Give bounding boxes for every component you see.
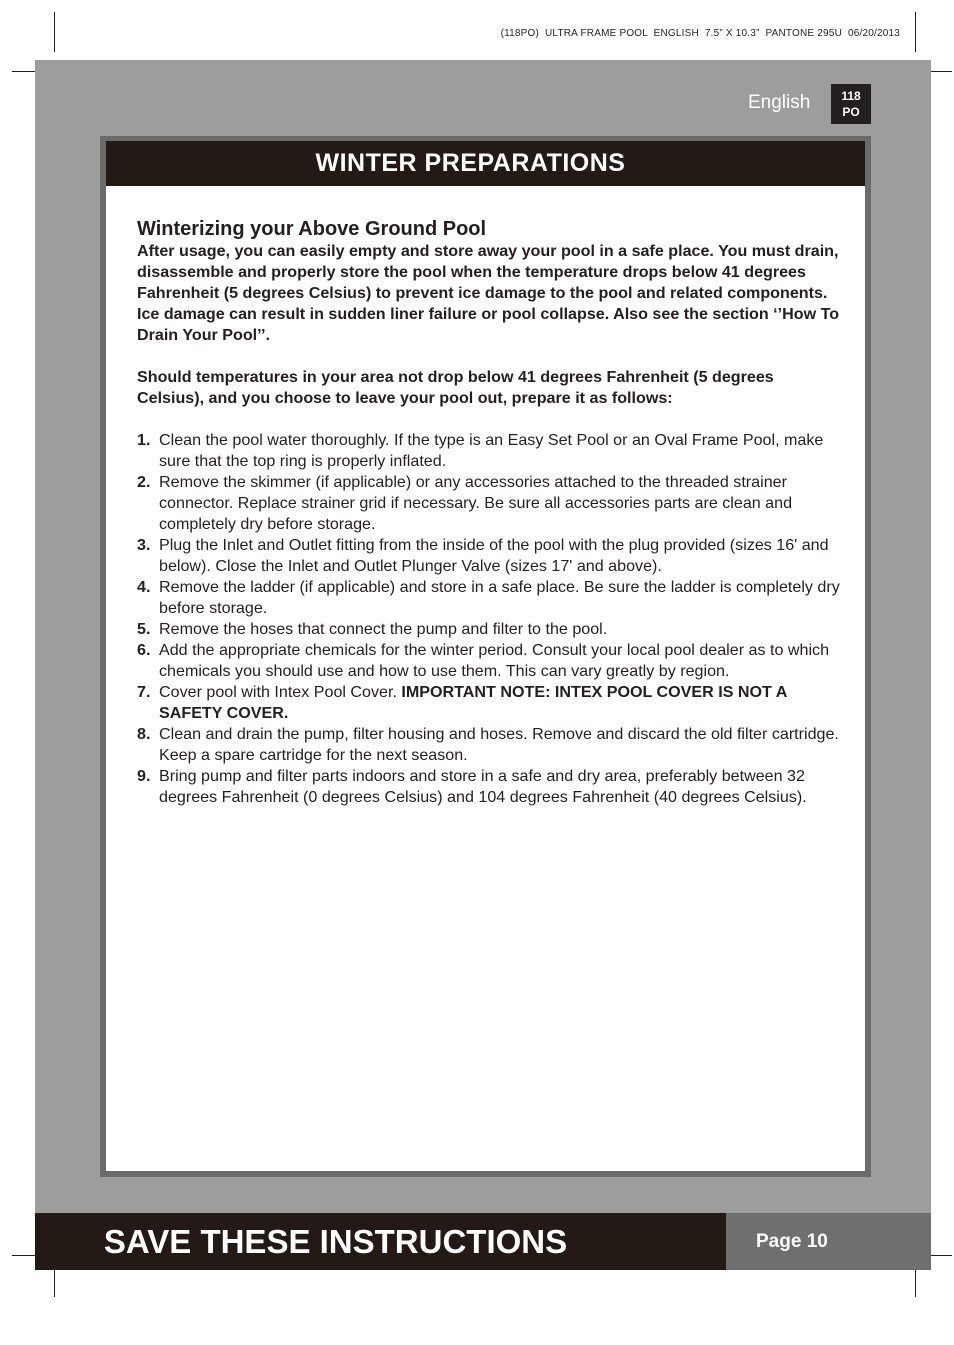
print-slug: (118PO) ULTRA FRAME POOL ENGLISH 7.5” X 10.3” PANTONE 295U 06/20/2013 — [500, 28, 900, 39]
condition-paragraph: Should temperatures in your area not drop below 41 degrees Fahrenheit (5 degrees Celsius), and you choose to leave your pool out, prepare it as follows: — [137, 368, 774, 407]
step-text: Remove the skimmer (if applicable) or any accessories attached to the threaded strainer connector. Replace strainer grid if necessary. Be sure all accessories parts are clean and completely dry before storage. — [159, 473, 793, 533]
step-number: 5. — [137, 620, 151, 638]
crop-mark — [54, 12, 55, 52]
step-text: Plug the Inlet and Outlet fitting from the inside of the pool with the plug provided (sizes 16' and below). Close the Inlet and Outlet Plunger Valve (sizes 17' and above). — [159, 536, 829, 575]
list-item — [137, 640, 843, 682]
step-number: 4. — [137, 578, 151, 596]
code-badge-line2: PO — [842, 105, 860, 119]
crop-mark — [915, 12, 916, 52]
intro-paragraph: After usage, you can easily empty and store away your pool in a safe place. You must drain, disassemble and properly store the pool when the temperature drops below 41 degrees Fahrenheit (5 degrees Celsius) to prevent ice damage to the pool and related components. Ice damage can result in sudden liner failure or pool collapse. Also see the section ‘’How To Drain Your Pool’’. — [137, 242, 840, 344]
safety-warning: IMPORTANT NOTE: INTEX POOL COVER IS NOT A SAFETY COVER. — [159, 683, 787, 722]
step-text: Cover pool with Intex Pool Cover. — [159, 683, 402, 701]
code-badge-line1: 118 — [841, 89, 861, 103]
step-number: 3. — [137, 536, 151, 554]
step-text: Bring pump and filter parts indoors and store in a safe and dry area, preferably between 32 degrees Fahrenheit (0 degrees Celsius) and 104 degrees Fahrenheit (40 degrees Celsius). — [159, 767, 807, 806]
list-item — [137, 472, 843, 535]
step-number: 1. — [137, 431, 151, 449]
winterizing-steps — [137, 430, 843, 808]
save-instructions-text: SAVE THESE INSTRUCTIONS — [103, 1222, 568, 1260]
step-text: Clean the pool water thoroughly. If the type is an Easy Set Pool or an Oval Frame Pool, make sure that the top ring is properly inflated. — [159, 431, 824, 470]
step-number: 7. — [137, 683, 151, 701]
content-body — [137, 218, 843, 808]
step-text: Add the appropriate chemicals for the winter period. Consult your local pool dealer as to which chemicals you should use and how to use them. This can vary greatly by region. — [159, 641, 830, 680]
step-text: Remove the ladder (if applicable) and store in a safe place. Be sure the ladder is completely dry before storage. — [159, 578, 840, 617]
list-item — [137, 766, 843, 808]
step-text: Remove the hoses that connect the pump and filter to the pool. — [159, 620, 608, 638]
page-number-box — [726, 1213, 931, 1270]
step-number: 6. — [137, 641, 151, 659]
list-item — [137, 430, 843, 472]
page-number: Page 10 — [756, 1230, 828, 1252]
section-header — [106, 141, 865, 186]
footer-banner — [35, 1213, 726, 1270]
section-title: WINTER PREPARATIONS — [315, 149, 626, 177]
list-item — [137, 682, 843, 724]
list-item — [137, 535, 843, 577]
language-label: English — [748, 92, 811, 113]
list-item — [137, 577, 843, 619]
step-text: Clean and drain the pump, filter housing and hoses. Remove and discard the old filter cartridge. Keep a spare cartridge for the next season. — [159, 725, 839, 764]
list-item — [137, 619, 843, 640]
step-number: 8. — [137, 725, 151, 743]
list-item — [137, 724, 843, 766]
product-code-badge — [831, 84, 871, 124]
subsection-heading: Winterizing your Above Ground Pool — [137, 218, 487, 240]
step-number: 2. — [137, 473, 151, 491]
step-number: 9. — [137, 767, 151, 785]
